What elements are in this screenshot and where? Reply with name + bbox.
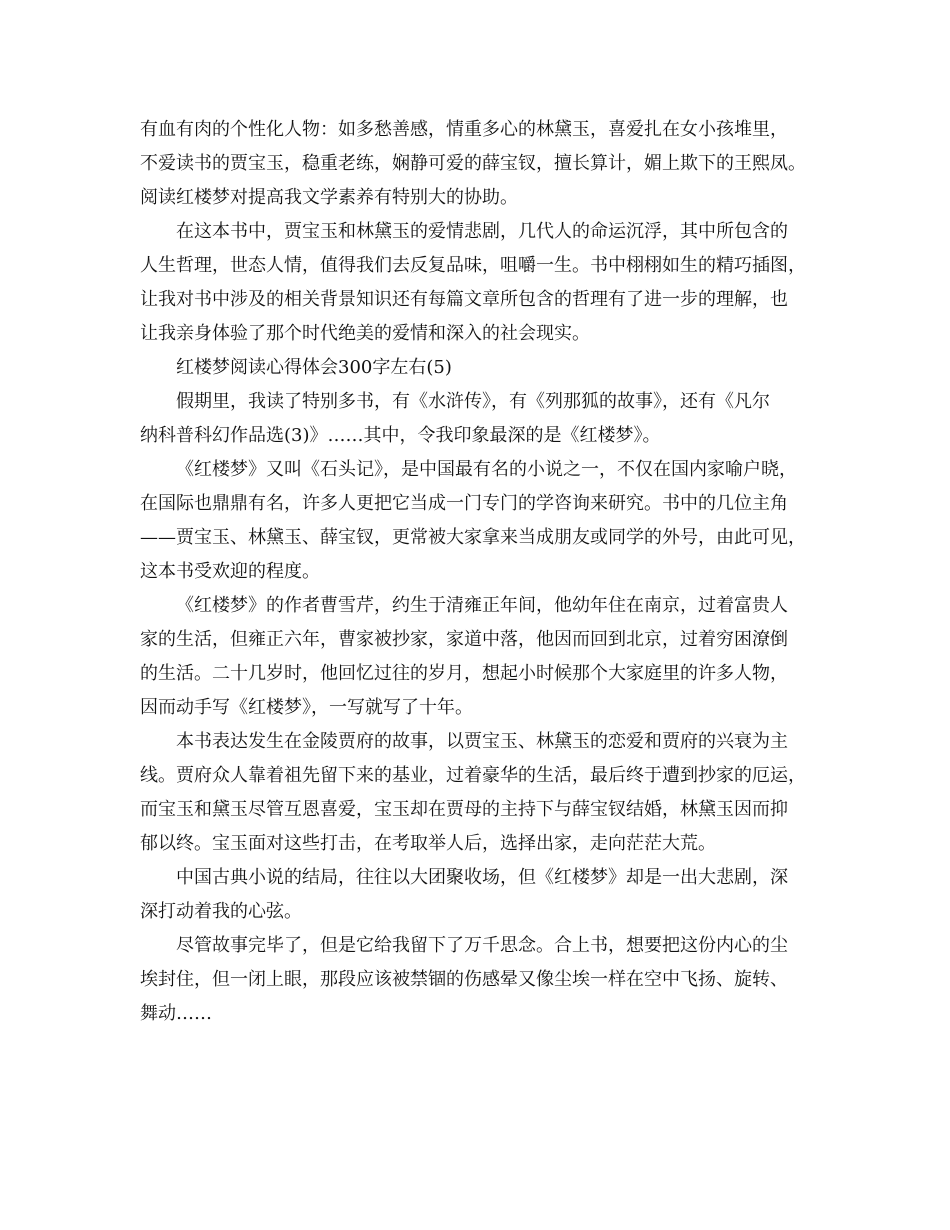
text-line: 郁以终。宝玉面对这些打击，在考取举人后，选择出家，走向茫茫大荒。 xyxy=(140,833,716,854)
text-line: 舞动…… xyxy=(140,1003,212,1024)
text-line: 家的生活，但雍正六年，曹家被抄家，家道中落，他因而回到北京，过着穷困潦倒 xyxy=(140,629,788,650)
text-line: 在国际也鼎鼎有名，许多人更把它当成一门专门的学咨询来研究。书中的几位主角 xyxy=(140,493,788,514)
paragraph xyxy=(140,589,830,725)
text-line: 不爱读书的贾宝玉，稳重老练，娴静可爱的薛宝钗，擅长算计，媚上欺下的王熙凤。 xyxy=(140,153,806,174)
text-line: 因而动手写《红楼梦》，一写就写了十年。 xyxy=(140,697,473,718)
paragraph xyxy=(140,351,830,385)
text-line: 的生活。二十几岁时，他回忆过往的岁月，想起小时候那个大家庭里的许多人物， xyxy=(140,663,788,684)
text-line: 让我对书中涉及的相关背景知识还有每篇文章所包含的哲理有了进一步的理解，也 xyxy=(140,289,788,310)
text-line: 在这本书中，贾宝玉和林黛玉的爱情悲剧，几代人的命运沉浮，其中所包含的 xyxy=(176,221,788,242)
text-line: 《红楼梦》又叫《石头记》，是中国最有名的小说之一，不仅在国内家喻户晓， xyxy=(176,459,797,480)
text-line: 中国古典小说的结局，往往以大团聚收场，但《红楼梦》却是一出大悲剧，深 xyxy=(176,867,788,888)
text-line: 埃封住，但一闭上眼，那段应该被禁锢的伤感晕又像尘埃一样在空中飞扬、旋转、 xyxy=(140,969,788,990)
text-line: ——贾宝玉、林黛玉、薛宝钗，更常被大家拿来当成朋友或同学的外号，由此可见， xyxy=(140,527,806,548)
text-line: 尽管故事完毕了，但是它给我留下了万千思念。合上书，想要把这份内心的尘 xyxy=(176,935,788,956)
text-line: 《红楼梦》的作者曹雪芹，约生于清雍正年间，他幼年住在南京，过着富贵人 xyxy=(176,595,788,616)
text-line: 有血有肉的个性化人物：如多愁善感，情重多心的林黛玉，喜爱扎在女小孩堆里， xyxy=(140,119,788,140)
paragraph xyxy=(140,215,830,351)
paragraph xyxy=(140,861,830,929)
text-line: 人生哲理，世态人情，值得我们去反复品味，咀嚼一生。书中栩栩如生的精巧插图， xyxy=(140,255,806,276)
text-line: 纳科普科幻作品选(3)》……其中，令我印象最深的是《红楼梦》。 xyxy=(140,425,661,446)
text-line: 假期里，我读了特别多书，有《水浒传》，有《列那狐的故事》，还有《凡尔 xyxy=(176,391,770,412)
text-line: 这本书受欢迎的程度。 xyxy=(140,561,320,582)
text-line: 阅读红楼梦对提高我文学素养有特别大的协助。 xyxy=(140,187,518,208)
paragraph xyxy=(140,929,830,1031)
paragraph xyxy=(140,453,830,589)
paragraph xyxy=(140,113,830,215)
text-line: 而宝玉和黛玉尽管互恩喜爱，宝玉却在贾母的主持下与薛宝钗结婚，林黛玉因而抑 xyxy=(140,799,788,820)
text-line: 红楼梦阅读心得体会300字左右(5) xyxy=(176,357,452,378)
paragraph xyxy=(140,385,830,453)
text-line: 让我亲身体验了那个时代绝美的爱情和深入的社会现实。 xyxy=(140,323,590,344)
paragraph xyxy=(140,725,830,861)
text-line: 线。贾府众人靠着祖先留下来的基业，过着豪华的生活，最后终于遭到抄家的厄运， xyxy=(140,765,806,786)
document-body xyxy=(140,113,830,1031)
text-line: 本书表达发生在金陵贾府的故事，以贾宝玉、林黛玉的恋爱和贾府的兴衰为主 xyxy=(176,731,788,752)
text-line: 深打动着我的心弦。 xyxy=(140,901,302,922)
